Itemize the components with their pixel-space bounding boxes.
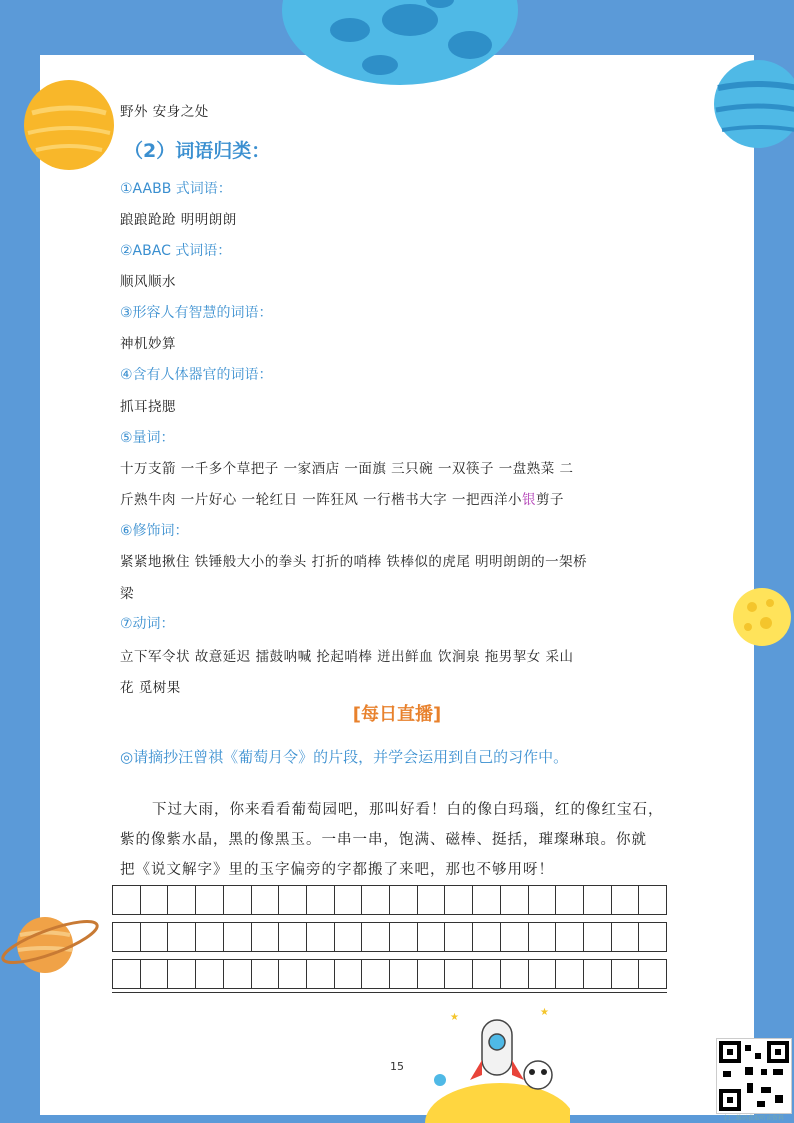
grid-bottom-rule: [112, 992, 667, 997]
writing-grid-cell[interactable]: [224, 960, 252, 988]
rocket-panda-icon: [420, 1000, 570, 1123]
measure-line2-highlight: 银: [521, 492, 536, 508]
writing-grid-cell[interactable]: [168, 960, 196, 988]
writing-grid-cell[interactable]: [445, 886, 473, 914]
writing-grid-cell[interactable]: [501, 923, 529, 951]
writing-grid-cell[interactable]: [141, 886, 169, 914]
writing-grid-cell[interactable]: [279, 886, 307, 914]
intro-line: 野外 安身之处: [120, 104, 209, 120]
writing-grid-cell[interactable]: [196, 960, 224, 988]
writing-grid-cell[interactable]: [418, 923, 446, 951]
page-number: 15: [390, 1060, 404, 1073]
top-planet-icon: [280, 0, 520, 90]
writing-grid-cell[interactable]: [584, 960, 612, 988]
writing-grid-cell[interactable]: [362, 923, 390, 951]
section-title: （2）词语归类：: [124, 140, 271, 162]
category-words-wisdom: 神机妙算: [120, 336, 176, 352]
writing-grid-cell[interactable]: [556, 886, 584, 914]
writing-grid-cell[interactable]: [639, 923, 666, 951]
category-words-body: 抓耳挠腮: [120, 399, 176, 415]
moon-planet-icon: [730, 585, 794, 649]
writing-grid-cell[interactable]: [335, 886, 363, 914]
qr-code-icon: [717, 1039, 791, 1113]
writing-grid-cell[interactable]: [252, 886, 280, 914]
excerpt-paragraph-line1: 下过大雨，你来看看葡萄园吧，那叫好看！白的像白玛瑙，红的像红宝石，: [152, 802, 664, 818]
sun-planet-icon: [22, 78, 117, 173]
writing-grid-cell[interactable]: [335, 960, 363, 988]
writing-grid-cell[interactable]: [529, 923, 557, 951]
writing-grid-cell[interactable]: [252, 923, 280, 951]
writing-grid-cell[interactable]: [390, 960, 418, 988]
daily-section-title: [每日直播]: [352, 704, 442, 725]
writing-grid-cell[interactable]: [584, 923, 612, 951]
writing-grid-cell[interactable]: [390, 886, 418, 914]
measure-line2-text: 斤熟牛肉 一片好心 一轮红日 一阵狂风 一行楷书大字 一把西洋小: [120, 492, 522, 508]
writing-grid-cell[interactable]: [362, 886, 390, 914]
category-heading-wisdom: ③形容人有智慧的词语：: [120, 305, 273, 321]
writing-grid-cell[interactable]: [252, 960, 280, 988]
writing-grid-cell[interactable]: [501, 960, 529, 988]
measure-line2-end: 剪子: [535, 492, 564, 508]
category-words-verb-line1: 立下军令状 故意延迟 擂鼓呐喊 抡起哨棒 迸出鲜血 饮涧泉 拖男挈女 采山: [120, 649, 574, 665]
writing-grid-cell[interactable]: [335, 923, 363, 951]
category-heading-aabb: ①AABB 式词语：: [120, 181, 232, 197]
writing-grid-cell[interactable]: [473, 886, 501, 914]
writing-grid-cell[interactable]: [390, 923, 418, 951]
writing-grid-cell[interactable]: [113, 886, 141, 914]
category-words-abac: 顺风顺水: [120, 274, 176, 290]
excerpt-prompt: ◎请摘抄汪曾祺《葡萄月令》的片段，并学会运用到自己的习作中。: [120, 748, 569, 766]
writing-grid-cell[interactable]: [445, 923, 473, 951]
category-words-modifier-line2: 梁: [120, 586, 134, 602]
writing-grid-cell[interactable]: [501, 886, 529, 914]
writing-grid-cell[interactable]: [307, 923, 335, 951]
writing-grid-cell[interactable]: [196, 923, 224, 951]
category-heading-body: ④含有人体器官的词语：: [120, 367, 273, 383]
writing-grid-cell[interactable]: [279, 960, 307, 988]
category-heading-abac: ②ABAC 式词语：: [120, 243, 232, 259]
category-words-aabb: 踉踉跄跄 明明朗朗: [120, 212, 237, 228]
category-words-measure-line1: 十万支箭 一千多个草把子 一家酒店 一面旗 三只碗 一双筷子 一盘熟菜 二: [120, 461, 574, 477]
saturn-planet-icon: [0, 900, 110, 990]
svg-text:★: ★: [540, 1007, 549, 1018]
writing-grid-cell[interactable]: [612, 960, 640, 988]
writing-grid-cell[interactable]: [418, 960, 446, 988]
writing-grid-cell[interactable]: [612, 886, 640, 914]
writing-grid-cell[interactable]: [473, 923, 501, 951]
excerpt-paragraph-line3: 把《说文解字》里的玉字偏旁的字都搬了来吧，那也不够用呀！: [120, 862, 554, 878]
writing-grid-cell[interactable]: [445, 960, 473, 988]
writing-grid-cell[interactable]: [529, 960, 557, 988]
category-words-modifier-line1: 紧紧地揪住 铁锤般大小的拳头 打折的哨棒 铁棒似的虎尾 明明朗朗的一架桥: [120, 554, 588, 570]
writing-grid-cell[interactable]: [612, 923, 640, 951]
category-heading-measure: ⑤量词：: [120, 430, 175, 446]
writing-grid-row[interactable]: [112, 885, 667, 915]
writing-grid-cell[interactable]: [307, 886, 335, 914]
writing-grid-cell[interactable]: [473, 960, 501, 988]
writing-grid-cell[interactable]: [141, 960, 169, 988]
writing-grid-cell[interactable]: [307, 960, 335, 988]
writing-grid-cell[interactable]: [113, 960, 141, 988]
writing-grid-cell[interactable]: [141, 923, 169, 951]
writing-grid-cell[interactable]: [639, 960, 666, 988]
category-words-verb-line2: 花 觅树果: [120, 680, 181, 696]
svg-text:★: ★: [450, 1012, 459, 1023]
writing-grid-cell[interactable]: [418, 886, 446, 914]
writing-grid-cell[interactable]: [639, 886, 666, 914]
category-heading-modifier: ⑥修饰词：: [120, 523, 189, 539]
category-words-measure-line2: [120, 488, 564, 508]
qr-code[interactable]: [716, 1038, 792, 1114]
writing-grid-row[interactable]: [112, 922, 667, 952]
writing-grid-cell[interactable]: [584, 886, 612, 914]
qr-caption: 扫二维码获取听读资料: [723, 1115, 784, 1122]
writing-grid-cell[interactable]: [196, 886, 224, 914]
writing-grid-cell[interactable]: [279, 923, 307, 951]
writing-grid-row[interactable]: [112, 959, 667, 989]
writing-grid-cell[interactable]: [224, 886, 252, 914]
writing-grid-cell[interactable]: [168, 923, 196, 951]
writing-grid-cell[interactable]: [113, 923, 141, 951]
category-heading-verb: ⑦动词：: [120, 616, 175, 632]
excerpt-paragraph-line2: 紫的像紫水晶，黑的像黑玉。一串一串，饱满、磁棒、挺括，璀璨琳琅。你就: [120, 832, 647, 848]
writing-grid-cell[interactable]: [224, 923, 252, 951]
writing-grid-cell[interactable]: [529, 886, 557, 914]
writing-grid-cell[interactable]: [168, 886, 196, 914]
writing-grid-cell[interactable]: [556, 960, 584, 988]
writing-grid-cell[interactable]: [362, 960, 390, 988]
writing-grid-cell[interactable]: [556, 923, 584, 951]
blue-planet-icon: [712, 58, 794, 150]
